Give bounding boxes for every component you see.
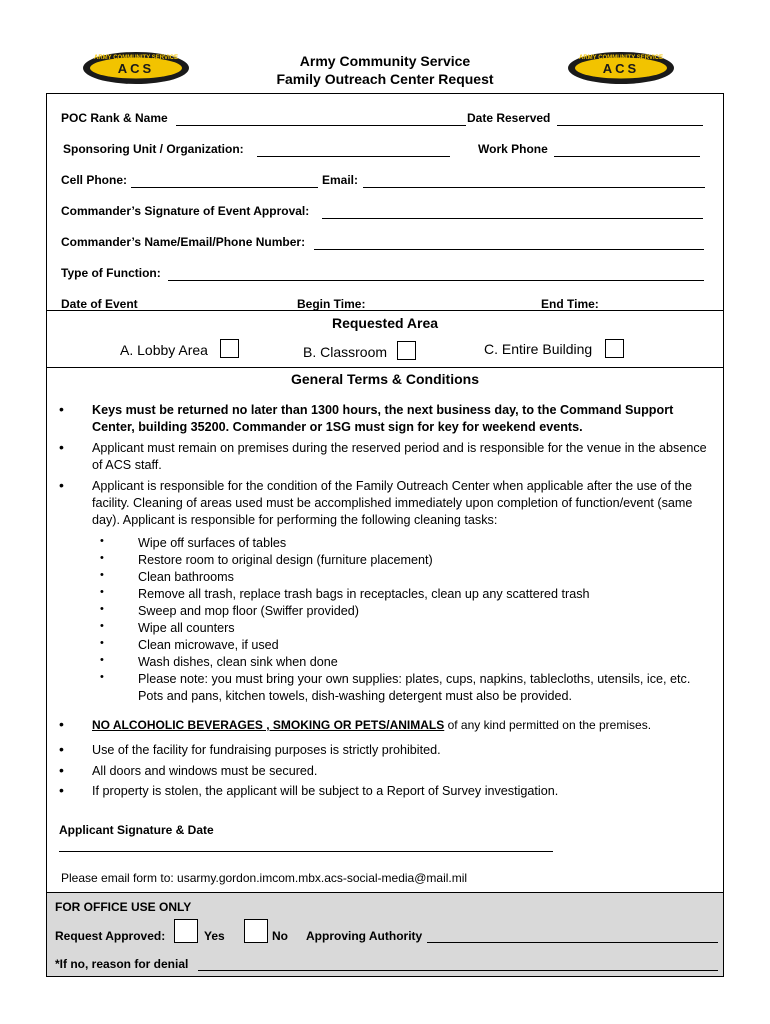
alcohol-rule	[92, 717, 717, 734]
email-input[interactable]	[363, 187, 705, 188]
email-instruction: Please email form to: usarmy.gordon.imcom.mbx.acs-social-media@mail.mil	[61, 871, 468, 885]
remain-rule: Applicant must remain on premises during the reserved period and is responsible for the venue in the absence of ACS staff.	[92, 441, 707, 472]
bullet-icon: •	[59, 741, 64, 757]
poc-label: POC Rank & Name	[61, 111, 168, 125]
bullet-icon: •	[59, 439, 64, 455]
bullet-icon: •	[100, 603, 104, 615]
denial-reason-input[interactable]	[198, 970, 718, 971]
divider	[46, 310, 724, 311]
entire-building-label: C. Entire Building	[484, 341, 593, 357]
office-use-heading: FOR OFFICE USE ONLY	[55, 900, 192, 914]
request-approved-label: Request Approved:	[55, 929, 166, 943]
bullet-icon: •	[59, 401, 64, 417]
bullet-icon: •	[100, 586, 104, 598]
begin-time-label: Begin Time:	[297, 297, 366, 311]
bullet-icon: •	[100, 637, 104, 649]
list-item: Clean bathrooms	[138, 570, 234, 584]
form-title: Army Community Service	[299, 53, 471, 69]
list-item: Wipe off surfaces of tables	[138, 536, 287, 550]
commander-contact-input[interactable]	[314, 249, 704, 250]
function-type-label: Type of Function:	[61, 266, 161, 280]
applicant-signature-input[interactable]	[59, 851, 553, 852]
date-reserved-input[interactable]	[557, 125, 703, 126]
approved-yes-checkbox[interactable]	[174, 919, 198, 943]
applicant-signature-label: Applicant Signature & Date	[59, 823, 214, 837]
commander-contact-label: Commander’s Name/Email/Phone Number:	[61, 235, 306, 249]
lobby-area-checkbox[interactable]	[220, 339, 239, 358]
approving-authority-input[interactable]	[427, 942, 718, 943]
list-item: Wipe all counters	[138, 621, 235, 635]
work-phone-label: Work Phone	[478, 142, 548, 156]
classroom-checkbox[interactable]	[397, 341, 416, 360]
approved-no-checkbox[interactable]	[244, 919, 268, 943]
stolen-rule: If property is stolen, the applicant will be subject to a Report of Survey investigation.	[92, 784, 559, 798]
function-type-input[interactable]	[168, 280, 704, 281]
doors-rule: All doors and windows must be secured.	[92, 764, 318, 778]
svg-text:ACS: ACS	[602, 61, 640, 76]
end-time-label: End Time:	[541, 297, 599, 311]
bullet-icon: •	[59, 782, 64, 798]
alcohol-rule-bold: NO ALCOHOLIC BEVERAGES , SMOKING OR PETS/ANIMALS	[92, 718, 445, 732]
denial-reason-label: *If no, reason for denial	[55, 957, 189, 971]
list-item: Restore room to original design (furniture placement)	[138, 553, 433, 567]
list-item: Clean microwave, if used	[138, 638, 279, 652]
divider	[46, 892, 724, 893]
commander-signature-input[interactable]	[322, 218, 703, 219]
approving-authority-label: Approving Authority	[306, 929, 423, 943]
classroom-label: B. Classroom	[303, 344, 388, 360]
alcohol-rule-rest: of any kind permitted on the premises.	[444, 718, 652, 732]
svg-text:ARMY COMMUNITY SERVICE: ARMY COMMUNITY SERVICE	[578, 55, 664, 61]
svg-text:ARMY COMMUNITY SERVICE: ARMY COMMUNITY SERVICE	[93, 55, 179, 61]
divider	[46, 367, 724, 368]
bullet-icon: •	[100, 620, 104, 632]
poc-input[interactable]	[176, 125, 466, 126]
supplies-note: Please note: you must bring your own supplies: plates, cups, napkins, tablecloths, utensils, ice, etc. Pots and pans, kitchen towels, dish-washing detergent must also be provided.	[138, 672, 691, 703]
condition-rule: Applicant is responsible for the condition of the Family Outreach Center when applicable after the use of the facility. Cleaning of areas used must be accomplished immediately upon completion of function/event (same day). Applicant is responsible for performing the following cleaning tasks:	[92, 479, 693, 527]
work-phone-input[interactable]	[554, 156, 700, 157]
date-reserved-label: Date Reserved	[467, 111, 551, 125]
bullet-icon: •	[100, 552, 104, 564]
bullet-icon: •	[100, 671, 104, 683]
keys-rule: Keys must be returned no later than 1300 hours, the next business day, to the Command Support Center, building 35200. Commander or 1SG must sign for key for weekend events.	[92, 403, 674, 434]
cell-phone-label: Cell Phone:	[61, 173, 128, 187]
list-item: Sweep and mop floor (Swiffer provided)	[138, 604, 359, 618]
email-label: Email:	[322, 173, 359, 187]
sponsoring-unit-input[interactable]	[257, 156, 450, 157]
form-subtitle: Family Outreach Center Request	[276, 71, 494, 87]
approved-yes-label: Yes	[204, 929, 225, 943]
bullet-icon: •	[59, 762, 64, 778]
fundraising-rule: Use of the facility for fundraising purposes is strictly prohibited.	[92, 743, 441, 757]
svg-text:ACS: ACS	[117, 61, 155, 76]
sponsoring-unit-label: Sponsoring Unit / Organization:	[63, 142, 244, 156]
requested-area-heading: Requested Area	[331, 315, 439, 331]
terms-heading: General Terms & Conditions	[291, 371, 479, 387]
bullet-icon: •	[100, 535, 104, 547]
approved-no-label: No	[272, 929, 288, 943]
cell-phone-input[interactable]	[131, 187, 318, 188]
bullet-icon: •	[59, 477, 64, 493]
lobby-area-label: A. Lobby Area	[120, 342, 208, 358]
bullet-icon: •	[59, 716, 64, 732]
commander-signature-label: Commander’s Signature of Event Approval:	[61, 204, 310, 218]
list-item: Wash dishes, clean sink when done	[138, 655, 338, 669]
bullet-icon: •	[100, 654, 104, 666]
date-of-event-label: Date of Event	[61, 297, 138, 311]
bullet-icon: •	[100, 569, 104, 581]
entire-building-checkbox[interactable]	[605, 339, 624, 358]
list-item: Remove all trash, replace trash bags in receptacles, clean up any scattered trash	[138, 587, 590, 601]
